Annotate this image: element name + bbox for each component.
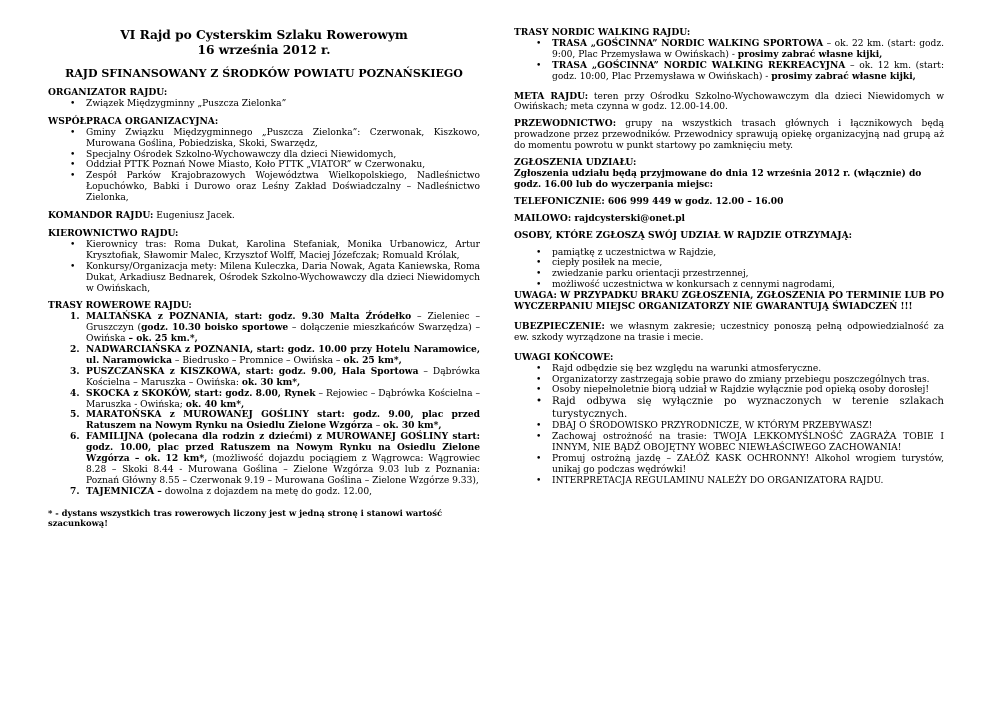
finish-text: teren przy Ośrodku Szkolno-Wychowawczym dla dzieci Niewidomych w Owińskach; meta czynna w godz. 12.00-14.00. — [514, 91, 944, 113]
list-item: • Zespół Parków Krajobrazowych Województwa Wielkopolskiego, Nadleśnictwo Łopuchówko, Babki i Durowo oraz Leśny Zakład Doświadczalny – Nadleśnictwo Zielonka, — [86, 171, 480, 204]
text-run: – dołączenie mieszkańców Swarzędza) – Owińska — [86, 323, 480, 345]
phone-line: TELEFONICZNIE: 606 999 449 w godz. 12.00 – 16.00 — [514, 195, 784, 207]
route-number: 1. — [70, 311, 80, 323]
email-address: rajdcysterski@onet.pl — [571, 212, 686, 224]
cooperation-heading: WSPÓŁPRACA ORGANIZACYJNA: — [48, 115, 219, 127]
bold-run: ok. 25 km*, — [343, 354, 402, 366]
footnote: * - dystans wszystkich tras rowerowych liczony jest w jedną stronę i stanowi wartość szacunkową! — [48, 507, 443, 528]
document-title: VI Rajd po Cysterskim Szlaku Rowerowym — [120, 28, 408, 42]
document-date: 16 września 2012 r. — [197, 43, 331, 57]
list-item: • Oddział PTTK Poznań Nowe Miasto, Koło PTTK „VIATOR” w Czerwonaku, — [86, 160, 480, 171]
bold-run: prosimy zabrać własne kijki, — [771, 70, 916, 82]
bold-run: NADWARCIAŃSKA z POZNANIA, start: godz. 10.00 przy Hotelu Naramowice, ul. Naramowicka — [86, 344, 480, 366]
list-item: • Rajd odbędzie się bez względu na warunki atmosferyczne. — [552, 364, 944, 375]
email-label: MAILOWO: — [514, 212, 572, 224]
benefits-heading: OSOBY, KTÓRE ZGŁOSZĄ SWÓJ UDZIAŁ W RAJDZIE OTRZYMAJĄ: — [514, 229, 852, 241]
text-run: – — [372, 421, 384, 432]
list-item: • Organizatorzy zastrzegają sobie prawo do zmiany przebiegu poszczególnych tras. — [552, 375, 944, 386]
list-item: • INTERPRETACJA REGULAMINU NALEŻY DO ORGANIZATORA RAJDU. — [552, 476, 944, 487]
insurance-text: we własnym zakresie; uczestnicy ponoszą pełną odpowiedzialność za ew. szkody wyrządzone na trasie i mecie. — [514, 321, 944, 343]
route-number: 7. — [70, 485, 80, 497]
insurance-paragraph — [514, 322, 944, 344]
bike-route-item — [70, 365, 480, 389]
benefits-list — [514, 248, 944, 292]
route-number: 4. — [70, 387, 80, 399]
guides-text: grupy na wszystkich trasach głównych i łącznikowych będą prowadzone przez przewodników. Przewodnicy sprawują opiekę organizacyjną nad grupą aż do momentu powrotu w punkt startowy po zamknięciu mety. — [514, 119, 944, 152]
bike-routes-list — [48, 312, 480, 497]
text-run: – ok. 22 km. (start: godz. 9:00, Plac Przemysława w Owińskach) - — [552, 38, 944, 60]
management-heading: KIEROWNICTWO RAJDU: — [48, 227, 179, 239]
bold-run: TRASA „GOŚCINNA” NORDIC WALKING SPORTOWA — [552, 37, 824, 49]
list-item: • pamiątkę z uczestnictwa w Rajdzie, — [552, 248, 944, 259]
list-item: • Osoby niepełnoletnie biorą udział w Rajdzie wyłącznie pod opieką osoby dorosłej! — [552, 385, 944, 396]
insurance-label: UBEZPIECZENIE: — [514, 320, 605, 332]
list-item: • Związek Międzygminny „Puszcza Zielonka” — [86, 99, 480, 110]
bike-route-item — [70, 344, 480, 367]
registration-heading: ZGŁOSZENIA UDZIAŁU: — [514, 157, 637, 169]
bike-route-item — [70, 409, 480, 432]
bold-run: TAJEMNICZA – — [86, 485, 162, 497]
final-notes-heading: UWAGI KOŃCOWE: — [514, 351, 614, 363]
list-item: • Kierownicy tras: Roma Dukat, Karolina Stefaniak, Monika Urbanowicz, Artur Krysztofiak, Sławomir Malec, Krzysztof Wolff, Maciej Józefczak; Romuald Królak, — [86, 240, 480, 262]
organizer-heading: ORGANIZATOR RAJDU: — [48, 87, 168, 98]
route-number: 6. — [70, 431, 80, 443]
text-run: (możliwość dojazdu pociągiem z Wągrowca: Wągrowiec 8.28 – Skoki 8.44 - Murowana Goślina – Zielone Wzgórza 9.03 lub z Poznania: Poznań Główny 8.55 – Czerwonak 9.19 – Murowana Goślina – Zielone Wzgórze 9.33), — [86, 454, 480, 486]
bike-route-item — [70, 485, 480, 498]
bike-route-item — [70, 311, 481, 345]
text-run: – Rejowiec – Dąbrówka Kościelna – Maruszka - Owińska; — [86, 388, 480, 410]
bold-run: MARATOŃSKA z MUROWANEJ GOŚLINY start: godz. 9.00, plac przed Ratuszem na Nowym Rynku na Osiedlu Zielone Wzgórza — [86, 409, 480, 432]
text-run: dowolna z dojazdem na metę do godz. 12.00, — [161, 486, 372, 497]
list-item: • Promuj ostrożną jazdę – ZAŁÓŻ KASK OCHRONNY! Alkohol wrogiem turystów, unikaj go podczas wędrówki! — [552, 454, 944, 476]
commander-value: Eugeniusz Jacek. — [153, 211, 235, 222]
bike-route-item — [70, 387, 480, 411]
list-item: • możliwość uczestnictwa w konkursach z cennymi nagrodami, — [552, 280, 944, 291]
organizer-list — [48, 99, 480, 110]
nordic-route-item — [552, 61, 944, 83]
bike-routes-heading: TRASY ROWEROWE RAJDU: — [48, 300, 192, 312]
commander-line — [48, 211, 480, 222]
warning-text: UWAGA: W PRZYPADKU BRAKU ZGŁOSZENIA, ZGŁOSZENIA PO TERMINIE LUB PO WYCZERPANIU MIEJSC ORGANIZATORZY NIE GWARANTUJĄ ŚWIADCZEŃ !!! — [514, 290, 944, 313]
list-item: • Specjalny Ośrodek Szkolno-Wychowawczy dla dzieci Niewidomych, — [86, 150, 480, 161]
text-run: – Dąbrówka Kościelna – Maruszka – Owińska: — [86, 366, 480, 388]
cooperation-list — [48, 128, 480, 204]
email-line — [514, 214, 944, 225]
bold-run: ok. 30 km*, — [241, 376, 301, 388]
bold-run: PUSZCZAŃSKA z KISZKOWA, start: godz. 9.00, Hala Sportowa — [86, 365, 419, 377]
bold-run: prosimy zabrać własne kijki, — [737, 48, 883, 60]
route-number: 2. — [70, 344, 80, 356]
list-item: • Gminy Związku Międzygminnego „Puszcza Zielonka”: Czerwonak, Kiszkowo, Murowana Goślina, Pobiedziska, Skoki, Swarzędz, — [86, 128, 480, 150]
list-item: • DBAJ O ŚRODOWISKO PRZYRODNICZE, W KTÓRYM PRZEBYWASZ! — [552, 421, 944, 432]
finish-paragraph — [514, 92, 944, 114]
guides-paragraph — [514, 119, 944, 152]
nordic-route-item — [552, 39, 944, 61]
list-item: • Konkursy/Organizacja mety: Milena Kuleczka, Daria Nowak, Agata Kaniewska, Roma Dukat, Arkadiusz Bednarek, Ośrodek Szkolno-Wychowawczy dla dzieci Niewidomych w Owińskach, — [86, 262, 480, 295]
text-run: – Biedrusko – Promnice – Owińska – — [172, 355, 344, 366]
text-run: – Zieleniec – Gruszczyn ( — [86, 312, 481, 334]
finish-label: META RAJDU: — [514, 90, 589, 102]
final-notes-list — [514, 364, 944, 487]
left-column — [48, 28, 480, 528]
bold-run: ok. 40 km*, — [185, 398, 245, 410]
funding-note: RAJD SFINANSOWANY Z ŚRODKÓW POWIATU POZNAŃSKIEGO — [65, 67, 463, 80]
text-run: – ok. 12 km. (start: godz. 10:00, Plac Przemysława w Owińskach) - — [552, 60, 945, 82]
bike-route-item — [70, 431, 480, 487]
list-item: • zwiedzanie parku orientacji przestrzennej, — [552, 269, 944, 280]
bold-run: – ok. 25 km.*, — [128, 333, 198, 345]
guides-label: PRZEWODNICTWO: — [514, 118, 617, 130]
bold-run: FAMILIJNA (polecana dla rodzin z dziećmi) z MUROWANEJ GOŚLINY start: godz. 10.00, plac przed Ratuszem na Nowym Rynku na Osiedlu Zielone Wzgórza – ok. 12 km*, — [86, 431, 480, 465]
bold-run: godz. 10.30 boisko sportowe — [141, 322, 289, 334]
right-column — [514, 28, 944, 487]
route-number: 3. — [70, 365, 80, 377]
bold-run: TRASA „GOŚCINNA” NORDIC WALKING REKREACYJNA — [552, 59, 846, 71]
nordic-heading: TRASY NORDIC WALKING RAJDU: — [514, 27, 691, 38]
commander-label: KOMANDOR RAJDU: — [48, 210, 154, 222]
bold-run: ok. 30 km*, — [383, 420, 442, 432]
list-item: • ciepły posiłek na mecie, — [552, 258, 944, 269]
registration-text: Zgłoszenia udziału będą przyjmowane do dnia 12 września 2012 r. (włącznie) do godz. 16.00 lub do wyczerpania miejsc: — [514, 167, 922, 190]
list-item: • Zachowaj ostrożność na trasie: TWOJA LEKKOMYŚLNOŚĆ ZAGRAŻA TOBIE I INNYM, NIE BĄDŹ OBOJĘTNY WOBEC NIEWŁAŚCIWEGO ZACHOWANIA! — [552, 432, 944, 454]
management-list — [48, 240, 480, 295]
route-number: 5. — [70, 409, 80, 421]
bold-run: MALTAŃSKA z POZNANIA, start: godz. 9.30 Malta Źródełko — [86, 311, 412, 323]
list-item: • Rajd odbywa się wyłącznie po wyznaczonych w terenie szlakach turystycznych. — [552, 396, 944, 421]
bold-run: SKOCKA z SKOKÓW, start: godz. 8.00, Rynek — [86, 387, 316, 399]
nordic-list — [514, 39, 944, 83]
